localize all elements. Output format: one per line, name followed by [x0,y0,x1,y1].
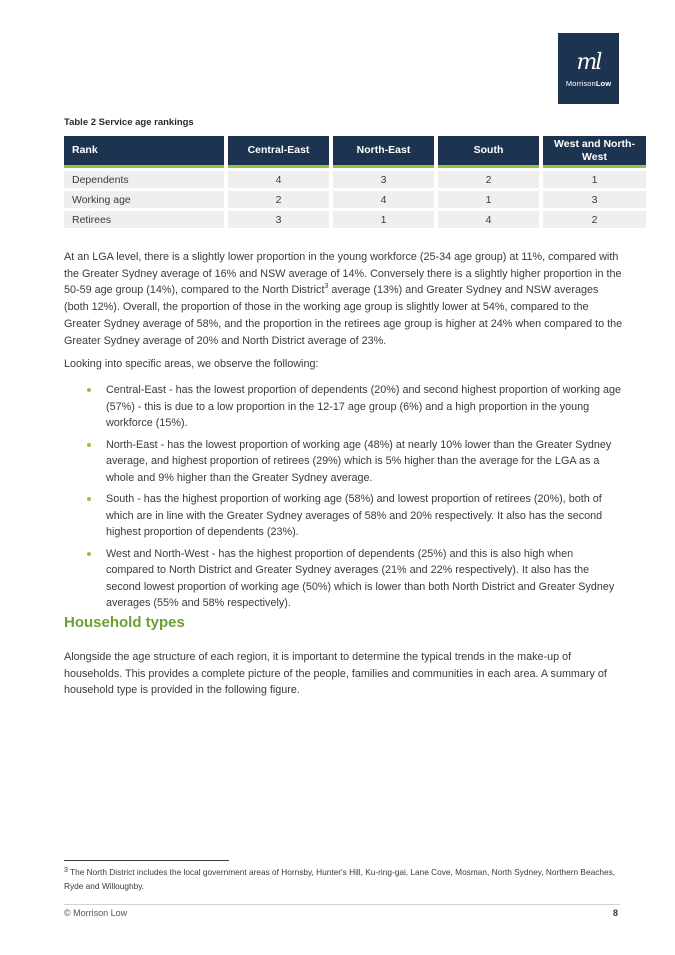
table-caption: Table 2 Service age rankings [64,117,194,128]
column-header: South [438,136,539,168]
bullet-icon [87,388,91,392]
intro-paragraph: Looking into specific areas, we observe the following: [64,358,319,370]
section-heading: Household types [64,614,185,631]
logo-wordmark: MorrisonLow [565,79,612,88]
list-item: West and North-West - has the highest proportion of dependents (25%) and this is also high when compared to North District and Greater Sydney averages (21% and 22% respectively). It also has the second lowest proportion of working age (50%) which is lower than both North District and Greater Sydney averages (55% and 58% respectively). [64,546,624,612]
table-header-row [64,136,646,168]
row-label: Retirees [64,208,224,228]
table-row [64,188,646,208]
column-header: North-East [333,136,434,168]
footnote-reference: 3 [324,283,329,291]
page-number: 8 [612,908,618,918]
logo-mark: ml [576,50,601,75]
table-row [64,208,646,228]
table-cell: 4 [333,188,434,208]
footer-divider [64,904,620,905]
row-label: Working age [64,188,224,208]
table-cell: 2 [543,208,646,228]
area-observations-list [64,382,624,617]
footer-copyright: © Morrison Low [64,908,128,918]
morrison-low-logo [558,33,619,104]
column-header: Central-East [228,136,329,168]
table-cell: 1 [333,208,434,228]
row-label: Dependents [64,168,224,188]
table-cell: 2 [228,188,329,208]
household-paragraph: Alongside the age structure of each region, it is important to determine the typical trends in the make-up of households. This provides a complete picture of the people, families and communities in each area. A summary of household type is provided in the following figure. [64,651,607,697]
table-row [64,168,646,188]
table-cell: 4 [438,208,539,228]
footnote: $^3$ The North District includes the local government areas of Hornsby, Hunter's Hill, Ku-ring-gai, Lane Cove, Mosman, North Sydney, Northern Beaches, Ryde and Willoughby. [64,867,616,891]
footnote-divider [64,860,229,861]
bullet-icon [87,497,91,501]
table-cell: 4 [228,168,329,188]
table-cell: 3 [543,188,646,208]
service-age-rankings-table [60,136,650,228]
bullet-icon [87,443,91,447]
table-cell: 3 [333,168,434,188]
table-cell: 3 [228,208,329,228]
list-item: North-East - has the lowest proportion of working age (48%) at nearly 10% lower than the Greater Sydney average, and highest proportion of retirees (29%) which is 5% higher than the average for the LGA as a whole and 9% higher than the Greater Sydney average. [64,437,624,487]
column-header: Rank [64,136,224,168]
list-item: South - has the highest proportion of working age (58%) and lowest proportion of retirees (20%), both of which are in line with the Greater Sydney averages of 58% and 20% respectively. It also has the second highest proportion of dependents (23%). [64,491,624,541]
table-cell: 1 [543,168,646,188]
lga-summary-paragraph: At an LGA level, there is a slightly lower proportion in the young workforce (25-34 age group) at 11%, compared with the Greater Sydney average of 16% and NSW average of 14%. Conversely there is a slightly higher proportion in the 50-59 age group (14%), compared to the North District$^3$ average (13%) and Greater Sydney and NSW averages (both 12%). Overall, the proportion of those in the working age group is slightly lower at 54%, compared to the Greater Sydney average of 58%, and the proportion in the retirees age group is higher at 24% when compared to the Greater Sydney average of 20% and North District average of 23%. [64,251,623,347]
list-item: Central-East - has the lowest proportion of dependents (20%) and second highest proportion of working age (57%) - this is due to a low proportion in the 12-17 age group (6%) and a high proportion in the young workforce (15%). [64,382,624,432]
column-header: West and North-West [543,136,646,168]
table-cell: 1 [438,188,539,208]
bullet-icon [87,552,91,556]
table-cell: 2 [438,168,539,188]
